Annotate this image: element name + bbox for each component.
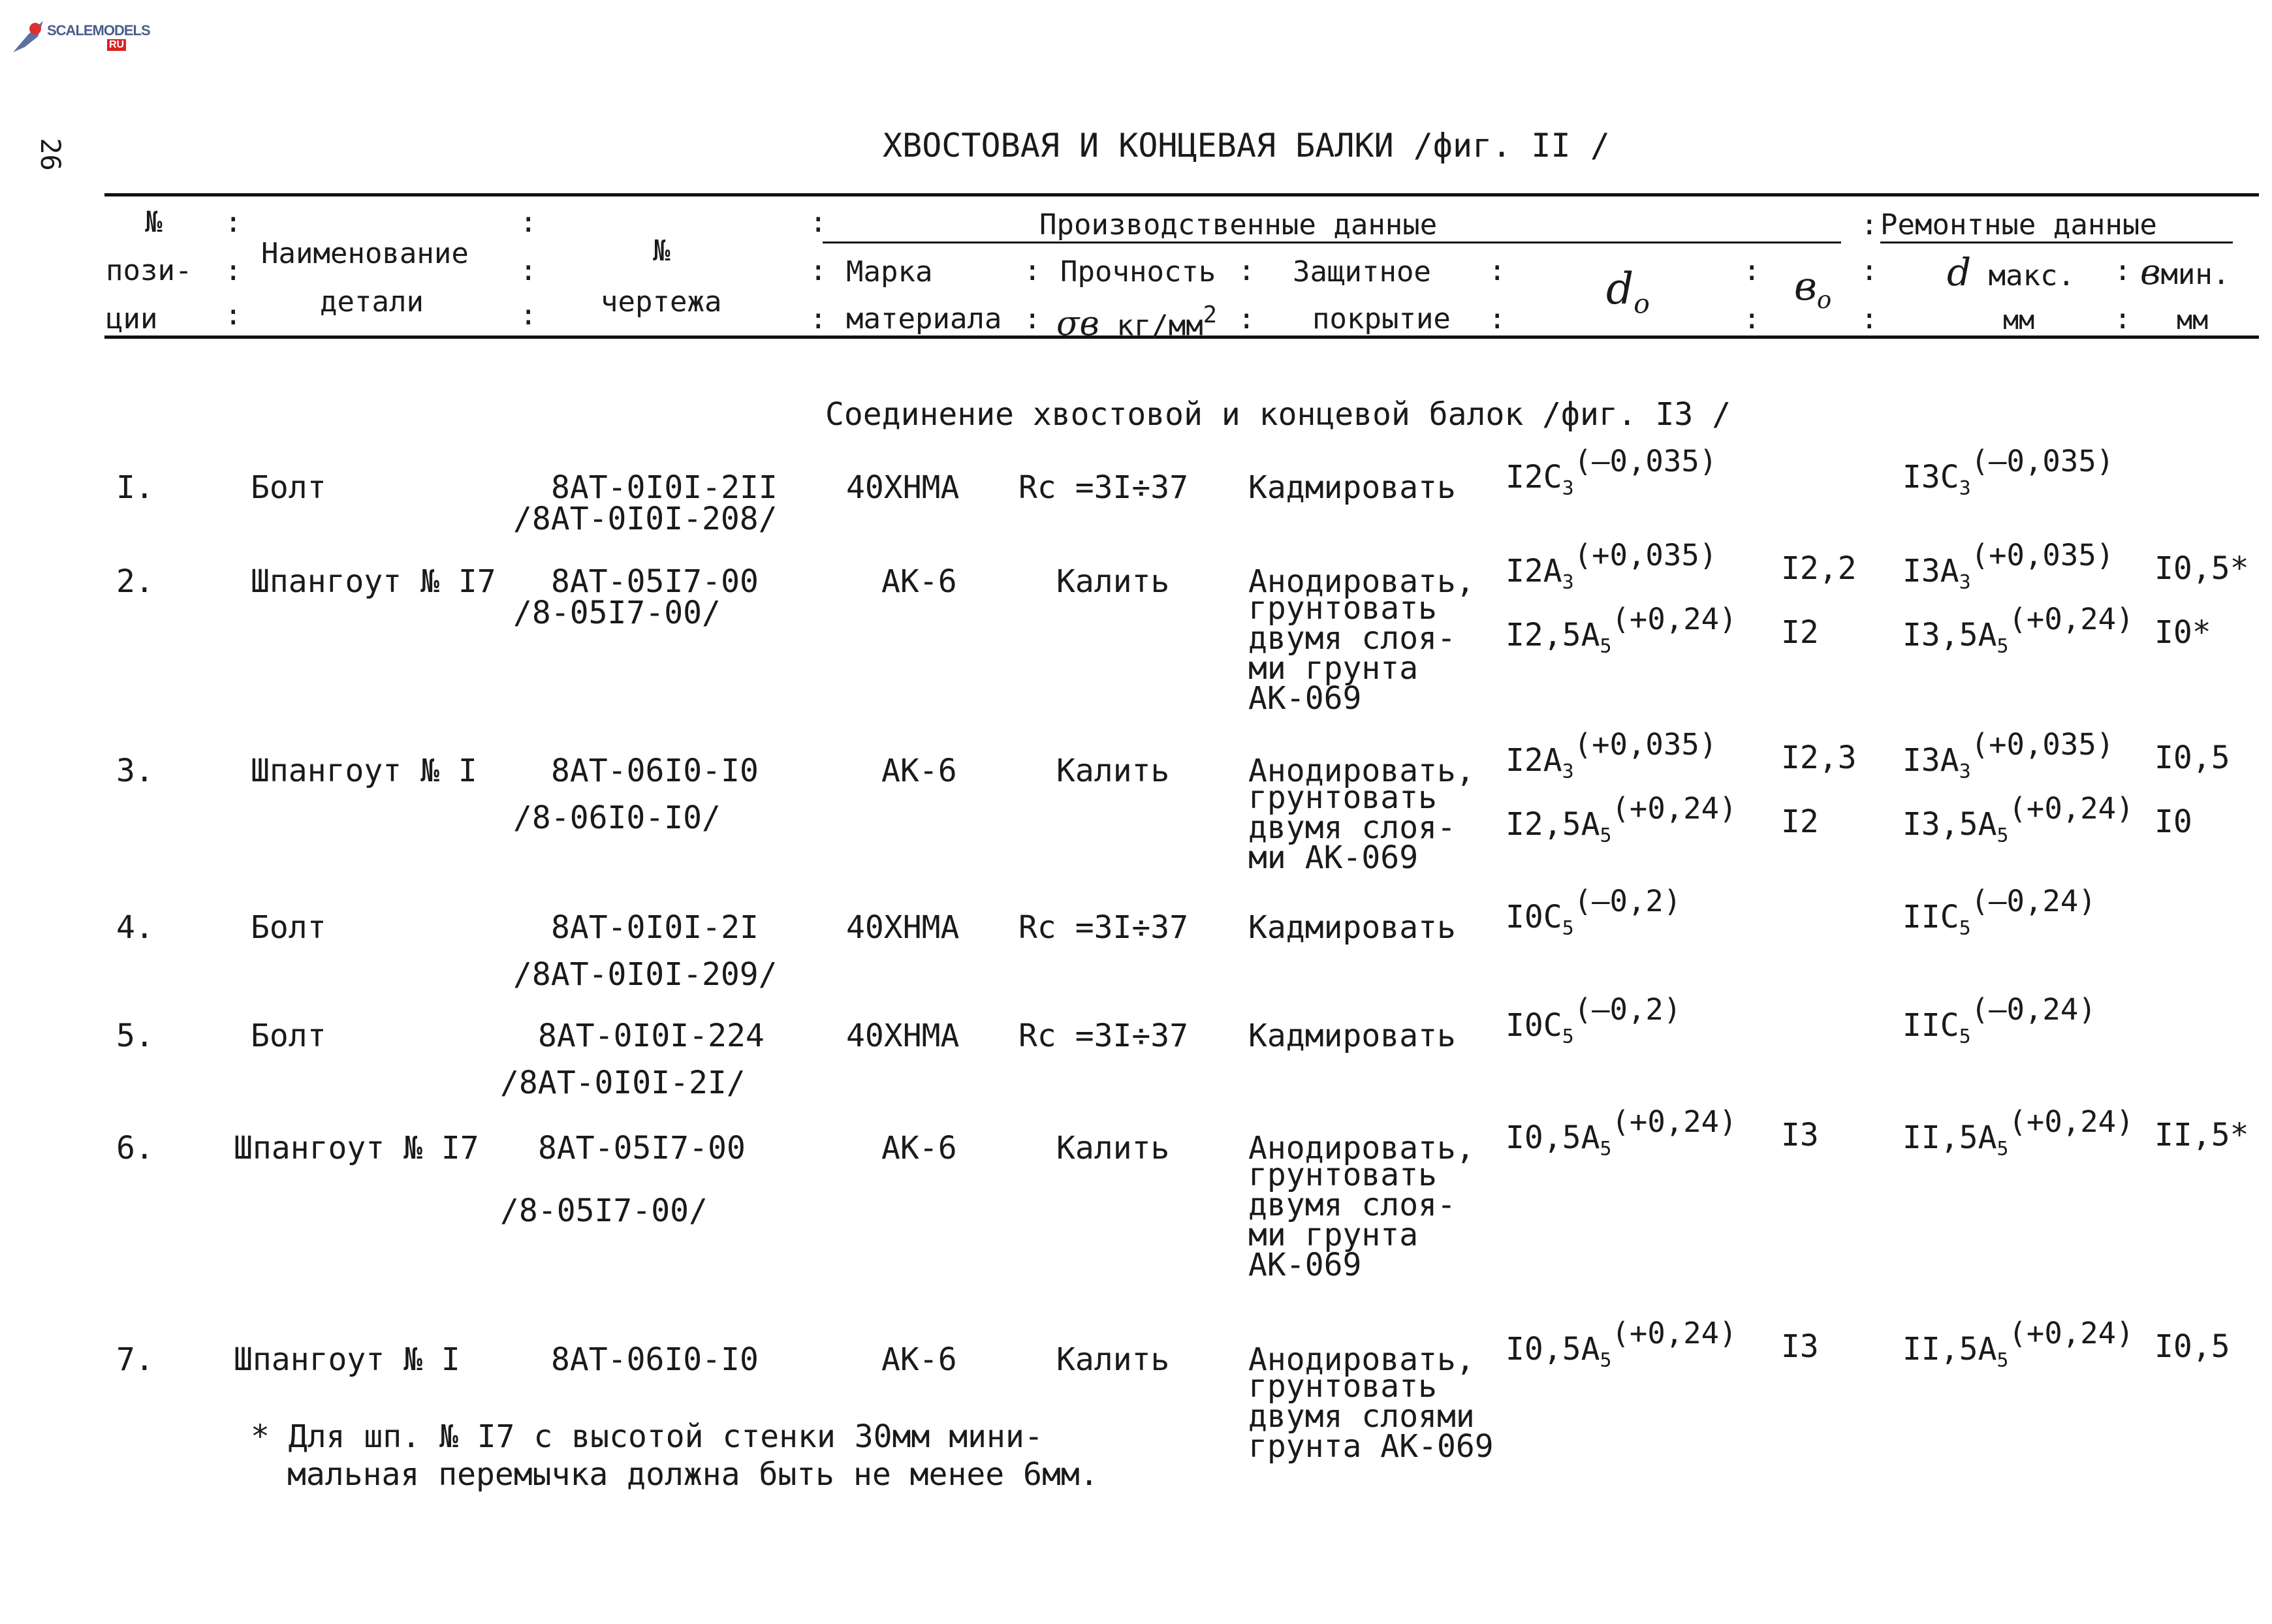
row-b0: I2,3 (1781, 740, 1857, 776)
row-strength: Калить (1056, 1341, 1170, 1378)
header-bmin-sym: в (2140, 251, 2161, 292)
row-drawing-number: 8AT-06I0-I0 (551, 1341, 759, 1378)
row-position: 2. (116, 563, 154, 600)
row-coating-line: Кадмировать (1248, 469, 1456, 506)
row-d0 (1506, 993, 1681, 1053)
row-material: АК-6 (881, 1341, 957, 1378)
header-bmin-unit: мм (2177, 305, 2209, 336)
row-dmax (1902, 993, 2096, 1053)
row-d0-base: I2,5A (1506, 806, 1600, 843)
row-d0-base: I0C (1506, 899, 1562, 936)
sep: : (225, 206, 242, 239)
header-strength-exp: 2 (1203, 302, 1217, 328)
row-material: АК-6 (881, 753, 957, 789)
row-dmax-tolerance: (+0,24) (2008, 1316, 2134, 1351)
header-strength: Прочность (1060, 255, 1216, 289)
header-dmax (1947, 250, 2075, 294)
row-dmax-base: I3A (1902, 742, 1959, 779)
row-d0-index: 5 (1600, 634, 1612, 658)
row-strength: Калить (1056, 563, 1170, 600)
plane-logo-icon (9, 14, 48, 57)
row-dmax-base: IIC (1902, 899, 1959, 936)
row-dmax (1902, 539, 2114, 599)
row-position: 3. (116, 753, 154, 789)
row-part-name: Шпангоут № I7 (234, 1130, 479, 1166)
sep: : (1024, 302, 1041, 336)
row-dmax-base: I3,5A (1902, 806, 1997, 843)
row-position: 6. (116, 1130, 154, 1166)
row-d0-tolerance: (+0,24) (1611, 1104, 1737, 1139)
sep: : (1238, 254, 1255, 287)
header-bmin (2140, 251, 2230, 292)
row-d0 (1506, 445, 1717, 505)
row-d0-index: 3 (1562, 760, 1574, 783)
row-dmax-tolerance: (–0,24) (1970, 884, 2096, 918)
sep: : (225, 298, 242, 332)
row-dmax-index: 5 (1996, 824, 2009, 847)
row-material: АК-6 (881, 563, 957, 600)
row-dmax (1902, 792, 2134, 852)
row-dmax-base: I3C (1902, 459, 1959, 496)
header-repair: Ремонтные данные (1880, 208, 2157, 242)
header-material-1: Марка (846, 255, 933, 289)
sep: : (1861, 254, 1878, 287)
row-strength: Rc =3I÷37 (1018, 909, 1189, 946)
header-drawing: чертежа (601, 285, 722, 319)
row-drawing-number: 8AT-0I0I-2II (551, 469, 778, 506)
row-drawing-number: /8-05I7-00/ (500, 1193, 708, 1229)
sep: : (1743, 254, 1761, 287)
row-d0-base: I0,5A (1506, 1331, 1600, 1368)
header-d0-sym: d (1606, 264, 1634, 314)
row-coating-line: двумя слоя- (1248, 809, 1456, 846)
header-dmax-unit: мм (2003, 305, 2035, 336)
row-dmax-base: I3A (1902, 553, 1959, 590)
row-coating-line: грунтовать (1248, 779, 1437, 816)
row-dmax-tolerance: (+0,24) (2008, 791, 2134, 826)
sep: : (810, 206, 827, 239)
row-drawing-number: 8AT-0I0I-2I (551, 909, 759, 946)
logo-suffix: RU (107, 39, 126, 51)
row-b0: I2 (1781, 614, 1819, 651)
row-coating-line: Анодировать, (1248, 753, 1475, 789)
sep: : (1238, 302, 1255, 336)
row-part-name: Болт (251, 469, 326, 506)
header-production: Производственные данные (1039, 208, 1438, 242)
row-coating-line: ми грунта (1248, 1217, 1419, 1253)
row-d0-tolerance: (–0,2) (1573, 884, 1682, 918)
header-material-2: материала (846, 302, 1002, 336)
row-strength: Rc =3I÷37 (1018, 469, 1189, 506)
header-repair-rule (1880, 242, 2233, 243)
row-strength: Калить (1056, 1130, 1170, 1166)
row-coating-line: Кадмировать (1248, 909, 1456, 946)
header-pos-no: № (145, 206, 163, 239)
row-dmax-index: 5 (1959, 1025, 1971, 1048)
row-drawing-number: /8AT-0I0I-209/ (513, 956, 778, 993)
row-drawing-number: /8AT-0I0I-2I/ (500, 1065, 746, 1101)
row-position: 5. (116, 1018, 154, 1054)
row-part-name: Шпангоут № I (251, 753, 477, 789)
row-dmax-index: 3 (1959, 476, 1971, 500)
row-drawing-number: 8AT-05I7-00 (551, 563, 759, 600)
row-coating-line: Анодировать, (1248, 1130, 1475, 1166)
row-d0-base: I0C (1506, 1007, 1562, 1044)
row-dmax-base: IIC (1902, 1007, 1959, 1044)
header-b0 (1794, 264, 1831, 314)
row-dmax-tolerance: (+0,24) (2008, 602, 2134, 636)
sep: : (810, 302, 827, 336)
header-d0 (1606, 264, 1650, 319)
row-b0: I2 (1781, 804, 1819, 840)
row-coating-line: грунта АК-069 (1248, 1428, 1494, 1465)
sep: : (520, 254, 537, 287)
row-drawing-number: 8AT-05I7-00 (538, 1130, 746, 1166)
row-dmax-base: II,5A (1902, 1331, 1997, 1368)
header-dmax-label: макс. (1988, 259, 2075, 292)
row-strength: Rc =3I÷37 (1018, 1018, 1189, 1054)
row-d0 (1506, 1317, 1737, 1377)
header-strength-units (1056, 300, 1217, 344)
row-d0-tolerance: (+0,24) (1611, 602, 1737, 636)
row-d0-index: 5 (1562, 916, 1574, 940)
row-d0-tolerance: (–0,035) (1573, 444, 1718, 478)
row-d0-index: 5 (1600, 824, 1612, 847)
row-dmax-index: 5 (1996, 1349, 2009, 1372)
row-coating-line: АК-069 (1248, 680, 1362, 717)
row-bmin: I0 (2154, 804, 2192, 840)
row-drawing-number: /8AT-0I0I-208/ (513, 501, 778, 537)
row-coating-line: двумя слоями (1248, 1398, 1475, 1435)
row-dmax (1902, 603, 2134, 663)
row-dmax (1902, 445, 2114, 505)
site-logo (9, 14, 150, 60)
row-bmin: II,5* (2154, 1117, 2249, 1153)
row-d0-index: 5 (1562, 1025, 1574, 1048)
row-d0-tolerance: (+0,035) (1573, 538, 1718, 572)
sep: : (2114, 302, 2132, 336)
row-coating-line: Кадмировать (1248, 1018, 1456, 1054)
sep: : (520, 298, 537, 332)
header-production-rule (823, 242, 1841, 243)
row-d0 (1506, 792, 1737, 852)
row-bmin: I0,5* (2154, 550, 2249, 587)
row-material: 40ХНМА (846, 909, 960, 946)
row-b0: I3 (1781, 1117, 1819, 1153)
header-drawing-no: № (653, 234, 671, 268)
row-coating-line: Анодировать, (1248, 1341, 1475, 1378)
sep: : (225, 254, 242, 287)
row-dmax-base: II,5A (1902, 1119, 1997, 1157)
row-drawing-number: /8-05I7-00/ (513, 595, 721, 631)
row-d0-tolerance: (+0,24) (1611, 791, 1737, 826)
row-position: 7. (116, 1341, 154, 1378)
row-material: 40ХНМА (846, 1018, 960, 1054)
sep: : (1024, 254, 1041, 287)
sep: : (1861, 302, 1878, 336)
header-d0-sub: о (1633, 288, 1650, 320)
row-bmin: I0* (2154, 614, 2211, 651)
header-name-1: Наименование (261, 237, 469, 270)
row-coating-line: ми грунта (1248, 650, 1419, 687)
row-dmax-tolerance: (+0,035) (1970, 538, 2115, 572)
row-d0-base: I0,5A (1506, 1119, 1600, 1157)
row-dmax-tolerance: (+0,035) (1970, 727, 2115, 762)
sep: : (2114, 254, 2132, 287)
row-material: 40ХНМА (846, 469, 960, 506)
row-dmax (1902, 885, 2096, 945)
row-dmax-base: I3,5A (1902, 617, 1997, 654)
row-d0-tolerance: (+0,24) (1611, 1316, 1737, 1351)
row-coating-line: грунтовать (1248, 1157, 1437, 1193)
header-dmax-sym: d (1947, 250, 1972, 294)
row-coating-line: АК-069 (1248, 1247, 1362, 1283)
row-d0-index: 5 (1600, 1349, 1612, 1372)
sep: : (1861, 208, 1878, 242)
row-dmax-index: 3 (1959, 570, 1971, 594)
header-bmin-label: мин. (2160, 258, 2230, 291)
row-dmax-tolerance: (–0,035) (1970, 444, 2115, 478)
header-strength-unit: кг/мм (1116, 309, 1203, 343)
row-d0-base: I2C (1506, 459, 1562, 496)
sep: : (520, 206, 537, 239)
row-dmax (1902, 728, 2114, 788)
row-position: 4. (116, 909, 154, 946)
row-d0-index: 5 (1600, 1137, 1612, 1161)
row-d0-tolerance: (–0,2) (1573, 992, 1682, 1027)
row-part-name: Болт (251, 1018, 326, 1054)
row-part-name: Болт (251, 909, 326, 946)
row-coating-line: двумя слоя- (1248, 620, 1456, 657)
row-material: АК-6 (881, 1130, 957, 1166)
row-strength: Калить (1056, 753, 1170, 789)
row-drawing-number: /8-06I0-I0/ (513, 800, 721, 836)
row-part-name: Шпангоут № I7 (251, 563, 496, 600)
row-dmax-tolerance: (–0,24) (1970, 992, 2096, 1027)
row-dmax-index: 5 (1996, 634, 2009, 658)
footnote-line-2: мальная перемычка должна быть не менее 6мм. (287, 1456, 1099, 1493)
header-name-2: детали (320, 285, 424, 319)
row-b0: I2,2 (1781, 550, 1857, 587)
row-d0 (1506, 1106, 1737, 1165)
row-d0-base: I2A (1506, 553, 1562, 590)
page-title: ХВОСТОВАЯ И КОНЦЕВАЯ БАЛКИ /фиг. II / (883, 127, 1610, 164)
row-dmax (1902, 1317, 2134, 1377)
section-title: Соединение хвостовой и концевой балок /фиг. I3 / (825, 396, 1731, 433)
sep: : (1743, 302, 1761, 336)
header-b0-sub: о (1816, 285, 1832, 315)
row-bmin: I0,5 (2154, 740, 2230, 776)
row-coating-line: грунтовать (1248, 590, 1437, 627)
sep: : (810, 254, 827, 287)
row-dmax-index: 5 (1996, 1137, 2009, 1161)
row-b0: I3 (1781, 1328, 1819, 1365)
sep: : (1489, 302, 1506, 336)
header-pos-2: ции (106, 302, 158, 336)
row-dmax-index: 3 (1959, 760, 1971, 783)
row-d0-index: 3 (1562, 476, 1574, 500)
row-coating-line: ми АК-069 (1248, 839, 1419, 876)
logo-text: SCALEMODELS (47, 22, 150, 39)
row-dmax-tolerance: (+0,24) (2008, 1104, 2134, 1139)
header-b0-sym: в (1794, 264, 1817, 309)
row-d0 (1506, 885, 1681, 945)
header-top-rule (104, 193, 2259, 196)
row-coating-line: Анодировать, (1248, 563, 1475, 600)
row-dmax-index: 5 (1959, 916, 1971, 940)
row-coating-line: двумя слоя- (1248, 1187, 1456, 1223)
row-d0-tolerance: (+0,035) (1573, 727, 1718, 762)
row-d0-base: I2,5A (1506, 617, 1600, 654)
row-drawing-number: 8AT-06I0-I0 (551, 753, 759, 789)
row-d0-base: I2A (1506, 742, 1562, 779)
page-number: 26 (34, 138, 67, 171)
sep: : (1489, 254, 1506, 287)
row-d0-index: 3 (1562, 570, 1574, 594)
header-coating-1: Защитное (1293, 255, 1431, 289)
header-pos-1: пози- (106, 254, 193, 287)
row-part-name: Шпангоут № I (234, 1341, 460, 1378)
header-coating-2: покрытие (1312, 302, 1451, 336)
row-d0 (1506, 539, 1717, 599)
row-drawing-number: 8AT-0I0I-224 (538, 1018, 765, 1054)
row-coating-line: грунтовать (1248, 1368, 1437, 1405)
row-d0 (1506, 603, 1737, 663)
row-dmax (1902, 1106, 2134, 1165)
row-d0 (1506, 728, 1717, 788)
row-bmin: I0,5 (2154, 1328, 2230, 1365)
sigma-symbol: σв (1056, 304, 1099, 344)
footnote-line-1: * Для шп. № I7 с высотой стенки 30мм мини- (251, 1418, 1043, 1455)
row-position: I. (116, 469, 154, 506)
